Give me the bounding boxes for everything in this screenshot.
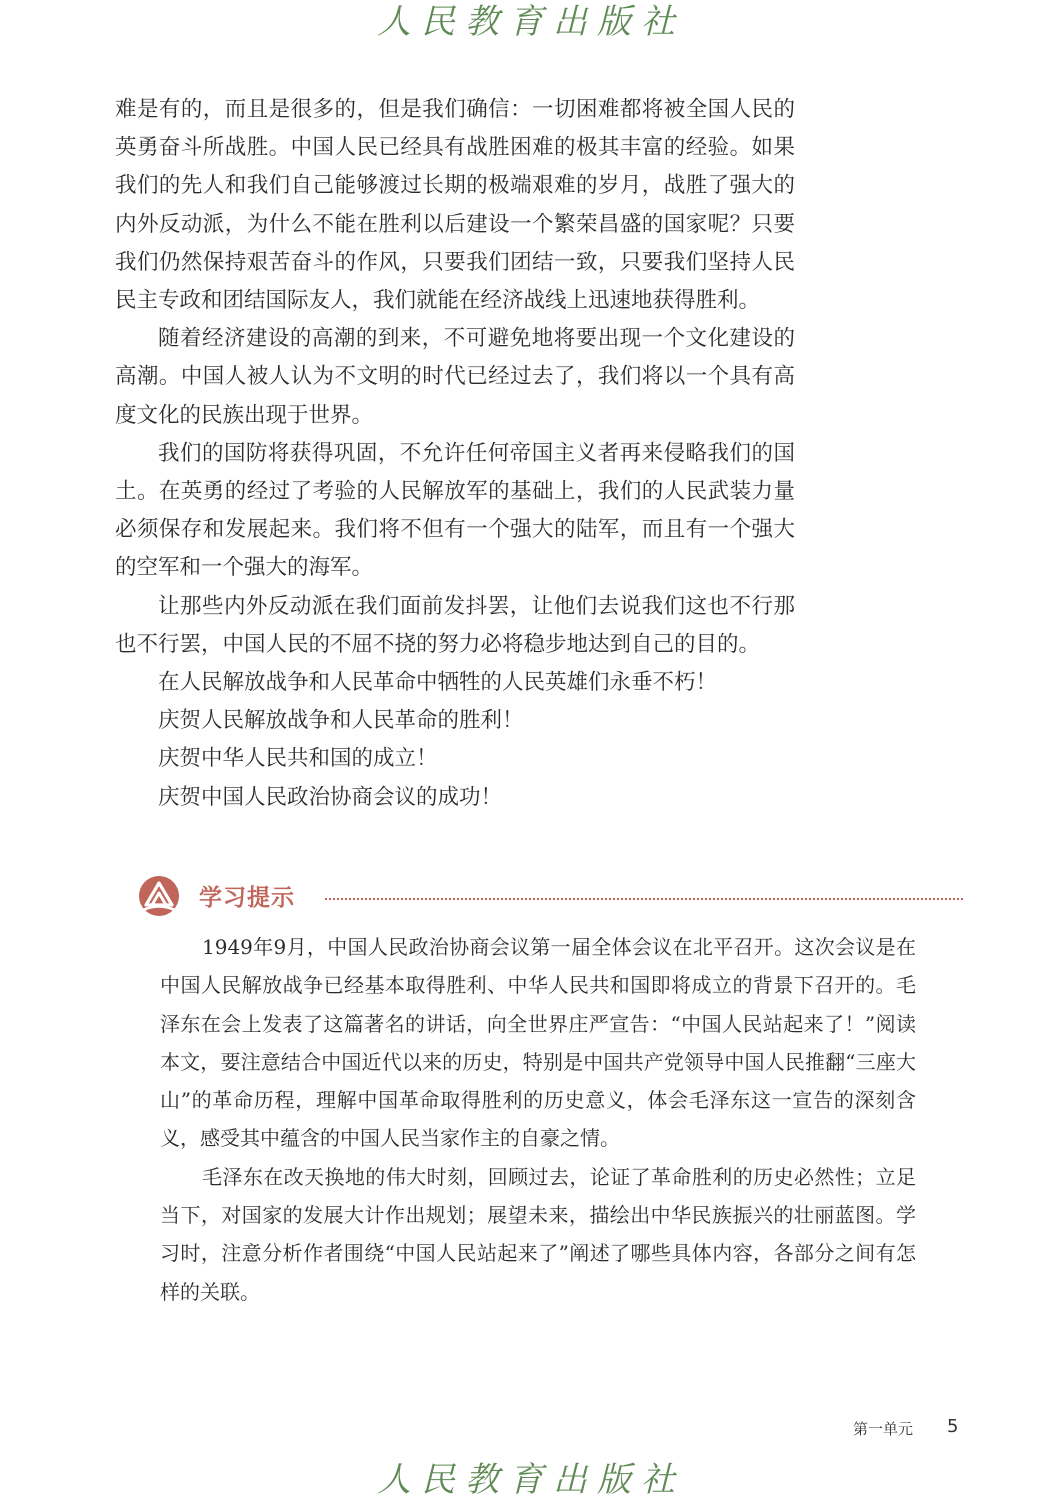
page-number: 5 [947,1416,959,1437]
body-paragraph: 难是有的，而且是很多的，但是我们确信：一切困难都将被全国人民的英勇奋斗所战胜。中国人民已经具有战胜困难的极其丰富的经验。如果我们的先人和我们自己能够渡过长期的极端艰难的岁月，战胜了强大的内外反动派，为什么不能在胜利以后建设一个繁荣昌盛的国家呢？只要我们仍然保持艰苦奋斗的作风，只要我们团结一致，只要我们坚持人民民主专政和团结国际友人，我们就能在经济战线上迅速地获得胜利。 [115,97,795,314]
unit-label: 第一单元 [853,1420,914,1438]
body-paragraph: 我们的国防将获得巩固，不允许任何帝国主义者再来侵略我们的国土。在英勇的经过了考验的人民解放军的基础上，我们的人民武装力量必须保存和发展起来。我们将不但有一个强大的陆军，而且有一个强大的空军和一个强大的海军。 [115,440,795,581]
slogan-line: 庆贺中国人民政治协商会议的成功！ [158,784,503,810]
body-paragraph: 让那些内外反动派在我们面前发抖罢，让他们去说我们这也不行那也不行罢，中国人民的不屈不挠的努力必将稳步地达到自己的目的。 [115,593,795,657]
slogan-line: 庆贺人民解放战争和人民革命的胜利！ [158,708,524,734]
main-body-text [115,91,795,817]
publisher-watermark-top: 人民教育出版社 [377,2,685,42]
publisher-watermark-bottom: 人民教育出版社 [377,1460,685,1500]
tips-paragraph: 1949年9月，中国人民政治协商会议第一届全体会议在北平召开。这次会议是在中国人民解放战争已经基本取得胜利、中华人民共和国即将成立的背景下召开的。毛泽东在会上发表了这篇著名的讲话，向全世界庄严宣告：“中国人民站起来了！”阅读本文，要注意结合中国近代以来的历史，特别是中国共产党领导中国人民推翻“三座大山”的革命历程，理解中国革命取得胜利的历史意义，体会毛泽东这一宣告的深刻含义，感受其中蕴含的中国人民当家作主的自豪之情。 [160,935,916,1151]
study-tips-title: 学习提示 [199,885,295,911]
body-paragraph: 随着经济建设的高潮的到来，不可避免地将要出现一个文化建设的高潮。中国人被人认为不文明的时代已经过去了，我们将以一个具有高度文化的民族出现于世界。 [115,326,795,428]
study-tips-text [160,928,916,1311]
study-tips-header [137,872,967,920]
slogan-line: 庆贺中华人民共和国的成立！ [158,746,438,772]
study-tips-icon [137,874,181,918]
slogan-line: 在人民解放战争和人民革命中牺牲的人民英雄们永垂不朽！ [158,670,718,696]
tips-paragraph: 毛泽东在改天换地的伟大时刻，回顾过去，论证了革命胜利的历史必然性；立足当下，对国家的发展大计作出规划；展望未来，描绘出中华民族振兴的壮丽蓝图。学习时，注意分析作者围绕“中国人民站起来了”阐述了哪些具体内容，各部分之间有怎样的关联。 [160,1164,916,1304]
dotted-divider [325,898,963,900]
